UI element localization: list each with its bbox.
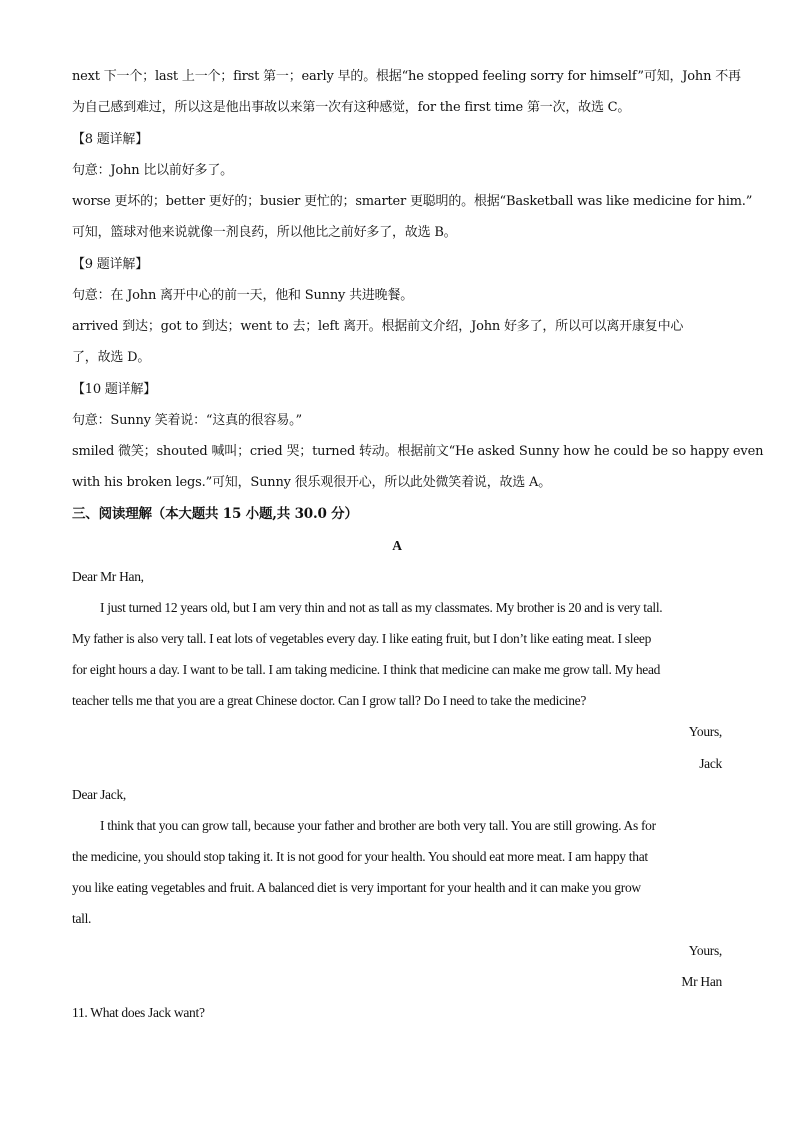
letter2-signature: Mr Han: [681, 974, 722, 989]
letter1-closing: Yours,: [688, 724, 722, 739]
letter1-body-line: My father is also very tall. I eat lots of vegetables every day. I like eating fruit, but I don’t like eating meat. I sleep: [72, 631, 652, 646]
letter2-body-line: I think that you can grow tall, because your father and brother are both very tall. You are still growing. As for: [100, 818, 656, 833]
explanation-line: worse 更坏的；better 更好的；busier 更忙的；smarter 更聪明的。根据“Basketball was like medicine for him.”: [72, 194, 753, 209]
explanation-line: 可知，篮球对他来说就像一剂良药，所以他比之前好多了，故选 B。: [72, 225, 457, 240]
explanation-line: 句意：John 比以前好多了。: [72, 163, 233, 178]
question-11: 11. What does Jack want?: [72, 1005, 205, 1020]
letter1-salutation: Dear Mr Han,: [72, 569, 144, 584]
letter1-signature: Jack: [699, 756, 722, 771]
explanation-line: smiled 微笑；shouted 喊叫；cried 哭；turned 转动。根据前文“He asked Sunny how he could be so happy even: [72, 444, 764, 459]
explanation-line: 句意：Sunny 笑着说：“这真的很容易。”: [72, 413, 302, 428]
explanation-line: next 下一个；last 上一个；first 第一；early 早的。根据“he stopped feeling sorry for himself”可知，John 不再: [72, 69, 741, 84]
explanation-line: 了，故选 D。: [72, 350, 151, 365]
letter2-body-line: the medicine, you should stop taking it. It is not good for your health. You should eat more meat. I am happy that: [72, 849, 648, 864]
passage-label: A: [392, 538, 402, 553]
section-heading: 三、阅读理解（本大题共 15 小题,共 30.0 分）: [72, 506, 358, 522]
explanation-line: arrived 到达；got to 到达；went to 去；left 离开。根据前文介绍，John 好多了，所以可以离开康复中心: [72, 319, 684, 334]
explanation-line: 为自己感到难过，所以这是他出事故以来第一次有这种感觉，for the first time 第一次，故选 C。: [72, 100, 631, 115]
answer-heading-9: 【9 题详解】: [72, 257, 149, 272]
explanation-line: 句意：在 John 离开中心的前一天，他和 Sunny 共进晚餐。: [72, 288, 414, 303]
letter1-body-line: I just turned 12 years old, but I am very thin and not as tall as my classmates. My brother is 20 and is very tall.: [100, 600, 663, 615]
answer-heading-8: 【8 题详解】: [72, 132, 149, 147]
letter2-closing: Yours,: [688, 943, 722, 958]
letter2-salutation: Dear Jack,: [72, 787, 126, 802]
letter2-body-line: tall.: [72, 911, 92, 926]
letter1-body-line: for eight hours a day. I want to be tall. I am taking medicine. I think that medicine can make me grow tall. My head: [72, 662, 661, 677]
explanation-line: with his broken legs.”可知，Sunny 很乐观很开心，所以此处微笑着说，故选 A。: [72, 475, 552, 490]
letter2-body-line: you like eating vegetables and fruit. A balanced diet is very important for your health and it can make you grow: [72, 880, 641, 895]
answer-heading-10: 【10 题详解】: [72, 382, 157, 397]
letter1-body-line: teacher tells me that you are a great Chinese doctor. Can I grow tall? Do I need to take the medicine?: [72, 693, 587, 708]
